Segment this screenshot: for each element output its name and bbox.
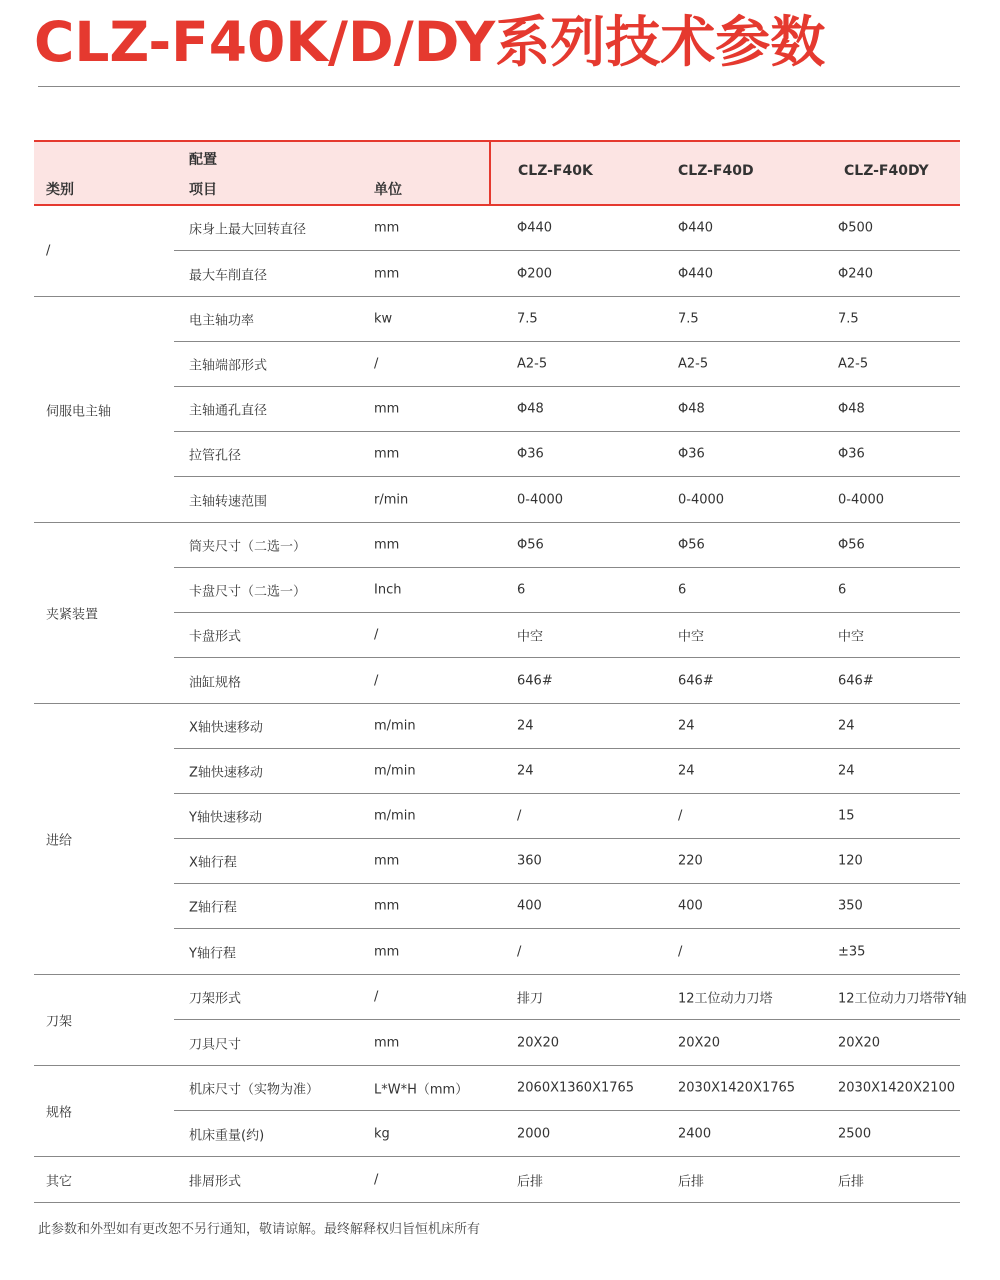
- row-item: X轴快速移动: [189, 720, 263, 736]
- row-item: X轴行程: [189, 855, 237, 871]
- row-unit: /: [374, 356, 379, 372]
- row-item: 刀具尺寸: [189, 1037, 242, 1052]
- row-value-model-2: A2-5: [678, 356, 709, 372]
- group-category: 进给: [46, 833, 73, 849]
- table-row: [174, 613, 960, 658]
- table-row: [174, 251, 960, 296]
- spec-group: [34, 975, 967, 1066]
- spec-group: [34, 704, 960, 975]
- page-title: CLZ-F40K/D/DY系列技术参数: [34, 10, 826, 74]
- row-item: 排屑形式: [189, 1174, 242, 1189]
- row-value-model-1: 20X20: [517, 1035, 559, 1050]
- title-divider: [38, 86, 960, 87]
- table-row: [174, 975, 967, 1020]
- row-value-model-1: 400: [517, 898, 542, 914]
- row-value-model-1: 后排: [517, 1174, 544, 1189]
- table-row: [174, 568, 960, 613]
- row-value-model-2: 24: [678, 763, 695, 779]
- row-value-model-2: 12工位动力刀塔: [678, 991, 773, 1007]
- row-value-model-2: 20X20: [678, 1035, 720, 1050]
- header-model-1: CLZ-F40K: [518, 163, 593, 179]
- row-unit: mm: [374, 401, 400, 417]
- row-item: 卡盘形式: [189, 629, 242, 645]
- spec-table: [34, 140, 967, 1203]
- row-item: 主轴端部形式: [189, 358, 268, 374]
- row-value-model-2: /: [678, 808, 683, 824]
- row-value-model-3: Φ56: [838, 537, 865, 553]
- header-model-2: CLZ-F40D: [678, 163, 754, 179]
- header-category: 类别: [46, 182, 74, 198]
- row-unit: m/min: [374, 718, 416, 734]
- row-value-model-1: A2-5: [517, 356, 548, 372]
- row-item: 拉管孔径: [189, 448, 242, 464]
- header-item: 项目: [189, 182, 217, 198]
- row-item: 筒夹尺寸（二选一）: [189, 539, 307, 555]
- spec-group: [34, 206, 960, 297]
- row-value-model-2: Φ48: [678, 401, 705, 417]
- row-value-model-3: 2030X1420X2100: [838, 1080, 956, 1096]
- row-item: Y轴行程: [189, 946, 236, 961]
- row-value-model-3: 7.5: [838, 311, 859, 327]
- row-value-model-3: Φ240: [838, 266, 874, 281]
- row-unit: kw: [374, 311, 393, 327]
- row-unit: mm: [374, 266, 400, 281]
- row-value-model-2: Φ36: [678, 446, 705, 462]
- row-unit: mm: [374, 220, 400, 236]
- row-item: 刀架形式: [189, 991, 242, 1007]
- group-category: 伺服电主轴: [46, 404, 112, 419]
- row-value-model-2: Φ440: [678, 266, 714, 281]
- row-value-model-2: 400: [678, 898, 703, 914]
- row-value-model-3: 后排: [838, 1174, 865, 1189]
- row-unit: mm: [374, 898, 400, 914]
- row-value-model-1: 6: [517, 582, 526, 598]
- row-value-model-3: 15: [838, 808, 855, 824]
- table-row: [174, 1066, 960, 1111]
- row-value-model-1: 360: [517, 853, 542, 869]
- group-category: 其它: [46, 1174, 73, 1189]
- table-row: [174, 929, 960, 974]
- table-row: [174, 1111, 960, 1156]
- row-unit: L*W*H（mm）: [374, 1082, 469, 1098]
- row-item: 卡盘尺寸（二选一）: [189, 584, 307, 600]
- row-value-model-1: Φ440: [517, 220, 553, 236]
- table-row: [174, 794, 960, 839]
- table-row: [174, 704, 960, 749]
- row-value-model-1: Φ48: [517, 401, 544, 417]
- row-value-model-2: 24: [678, 718, 695, 734]
- row-unit: m/min: [374, 808, 416, 824]
- row-value-model-2: 646#: [678, 673, 714, 688]
- row-value-model-1: Φ200: [517, 266, 553, 281]
- group-rows: [174, 975, 967, 1065]
- group-rows: [174, 206, 960, 296]
- row-item: 机床尺寸（实物为准）: [189, 1082, 320, 1098]
- header-config: 配置: [189, 152, 217, 168]
- row-value-model-3: 6: [838, 582, 847, 598]
- group-rows: [174, 523, 960, 703]
- row-value-model-3: 2500: [838, 1126, 872, 1141]
- row-item: Z轴快速移动: [189, 765, 263, 781]
- row-value-model-1: /: [517, 944, 522, 959]
- row-unit: /: [374, 627, 379, 643]
- row-value-model-1: 2060X1360X1765: [517, 1080, 635, 1096]
- row-unit: r/min: [374, 492, 409, 507]
- row-item: Y轴快速移动: [189, 810, 262, 826]
- row-value-model-2: 2030X1420X1765: [678, 1080, 796, 1096]
- row-item: 机床重量(约): [189, 1128, 265, 1143]
- spec-group: [34, 297, 960, 523]
- table-row: [174, 658, 960, 703]
- spec-group: [34, 1157, 960, 1203]
- group-category: 规格: [46, 1105, 73, 1121]
- row-value-model-3: Φ36: [838, 446, 865, 462]
- row-value-model-3: 12工位动力刀塔带Y轴: [838, 991, 967, 1007]
- row-unit: kg: [374, 1126, 390, 1141]
- row-value-model-3: 120: [838, 853, 863, 869]
- row-item: 主轴转速范围: [189, 494, 268, 509]
- row-unit: mm: [374, 1035, 400, 1050]
- table-row: [174, 749, 960, 794]
- table-row: [174, 477, 960, 522]
- row-value-model-2: 0-4000: [678, 492, 725, 507]
- group-rows: [174, 1066, 960, 1156]
- group-rows: [174, 704, 960, 974]
- table-row: [174, 387, 960, 432]
- row-value-model-2: 2400: [678, 1126, 712, 1141]
- group-category: /: [46, 243, 51, 259]
- header-divider: [489, 142, 491, 204]
- row-value-model-1: Φ36: [517, 446, 544, 462]
- row-value-model-3: 350: [838, 898, 863, 914]
- row-unit: /: [374, 1172, 379, 1187]
- row-value-model-2: 7.5: [678, 311, 699, 327]
- row-value-model-2: Φ56: [678, 537, 705, 553]
- table-row: [174, 342, 960, 387]
- row-value-model-3: 0-4000: [838, 492, 885, 507]
- spec-group: [34, 523, 960, 704]
- table-row: [174, 839, 960, 884]
- row-value-model-2: /: [678, 944, 683, 959]
- row-value-model-3: 24: [838, 718, 855, 734]
- row-value-model-1: 排刀: [517, 991, 544, 1007]
- row-item: 最大车削直径: [189, 268, 268, 283]
- table-row: [174, 297, 960, 342]
- table-row: [174, 432, 960, 477]
- table-row: [174, 523, 960, 568]
- group-category: 夹紧装置: [46, 607, 99, 623]
- row-value-model-1: 646#: [517, 673, 553, 688]
- table-row: [174, 206, 960, 251]
- row-value-model-2: Φ440: [678, 220, 714, 236]
- row-item: 床身上最大回转直径: [189, 222, 307, 238]
- row-value-model-3: ±35: [838, 944, 866, 959]
- row-unit: mm: [374, 537, 400, 553]
- row-unit: mm: [374, 853, 400, 869]
- row-value-model-3: 20X20: [838, 1035, 880, 1050]
- row-value-model-2: 220: [678, 853, 703, 869]
- row-value-model-3: 646#: [838, 673, 874, 688]
- row-value-model-2: 中空: [678, 629, 705, 645]
- row-item: 主轴通孔直径: [189, 403, 268, 419]
- row-value-model-1: 24: [517, 718, 534, 734]
- row-unit: /: [374, 673, 379, 688]
- row-value-model-3: 24: [838, 763, 855, 779]
- row-value-model-1: 中空: [517, 629, 544, 645]
- row-value-model-1: 2000: [517, 1126, 551, 1141]
- table-row: [174, 1020, 960, 1065]
- row-item: 油缸规格: [189, 675, 242, 690]
- row-value-model-1: 24: [517, 763, 534, 779]
- row-value-model-3: Φ500: [838, 220, 874, 236]
- row-item: 电主轴功率: [189, 313, 255, 329]
- row-value-model-2: 后排: [678, 1174, 705, 1189]
- row-item: Z轴行程: [189, 900, 237, 916]
- group-category: 刀架: [46, 1014, 73, 1030]
- row-value-model-3: A2-5: [838, 356, 869, 372]
- row-value-model-3: Φ48: [838, 401, 865, 417]
- row-unit: Inch: [374, 582, 402, 598]
- row-value-model-2: 6: [678, 582, 687, 598]
- row-value-model-1: 0-4000: [517, 492, 564, 507]
- row-value-model-1: 7.5: [517, 311, 538, 327]
- group-rows: [174, 297, 960, 522]
- footnote: 此参数和外型如有更改恕不另行通知，敬请谅解。最终解释权归旨恒机床所有: [38, 1222, 481, 1237]
- table-row: [174, 884, 960, 929]
- group-rows: [174, 1157, 960, 1202]
- row-value-model-1: /: [517, 808, 522, 824]
- header-unit: 单位: [374, 182, 402, 198]
- table-header: [34, 140, 960, 206]
- row-value-model-1: Φ56: [517, 537, 544, 553]
- row-unit: mm: [374, 944, 400, 959]
- row-unit: /: [374, 989, 379, 1005]
- spec-group: [34, 1066, 960, 1157]
- table-body: [34, 206, 967, 1203]
- header-model-3: CLZ-F40DY: [844, 163, 929, 179]
- table-row: [174, 1157, 960, 1202]
- row-unit: mm: [374, 446, 400, 462]
- row-unit: m/min: [374, 763, 416, 779]
- row-value-model-3: 中空: [838, 629, 865, 645]
